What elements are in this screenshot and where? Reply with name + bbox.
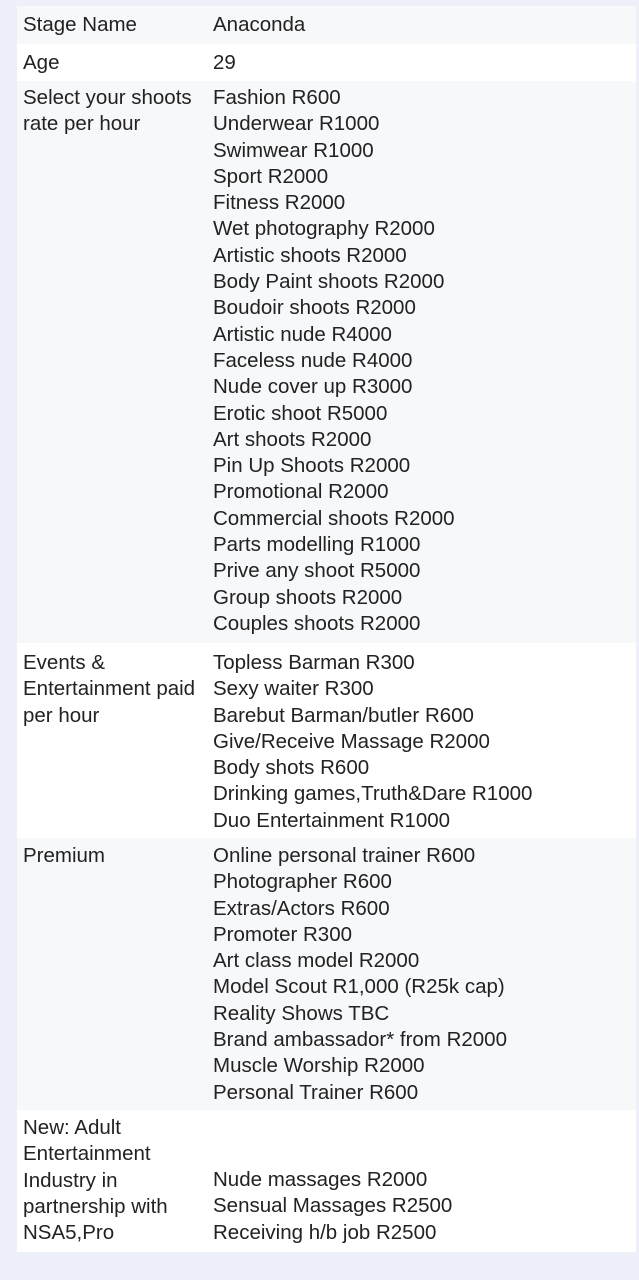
rate-item: Give/Receive Massage R2000 xyxy=(213,729,490,753)
rate-item: Swimwear R1000 xyxy=(213,138,374,162)
rate-item: Sport R2000 xyxy=(213,164,329,188)
rate-item: Sensual Massages R2500 xyxy=(213,1194,453,1218)
row-value xyxy=(207,843,636,1110)
rate-item: Prive any shoot R5000 xyxy=(213,559,421,583)
table-row-shoot-rates xyxy=(17,81,636,643)
row-value xyxy=(207,12,636,44)
rate-item: Barebut Barman/butler R600 xyxy=(213,703,474,727)
row-label: New: Adult Entertainment Industry in partnership with NSA5,Pro xyxy=(23,1116,168,1245)
row-value xyxy=(207,85,636,643)
profile-table xyxy=(17,6,636,1252)
rate-item: Art class model R2000 xyxy=(213,949,420,973)
rate-item: Promoter R300 xyxy=(213,922,353,946)
rate-item: Promotional R2000 xyxy=(213,480,389,504)
rate-item: Sexy waiter R300 xyxy=(213,677,374,701)
row-label: Age xyxy=(23,51,60,74)
rate-item: Art shoots R2000 xyxy=(213,427,372,451)
rate-item: Erotic shoot R5000 xyxy=(213,401,388,425)
row-label: Stage Name xyxy=(23,13,137,36)
table-row-age xyxy=(17,44,636,81)
value-line: Anaconda xyxy=(213,13,306,36)
rate-item: Boudoir shoots R2000 xyxy=(213,296,416,320)
rate-item: Topless Barman R300 xyxy=(213,651,415,674)
row-label: Premium xyxy=(23,844,106,867)
row-label: Select your shoots rate per hour xyxy=(23,86,192,136)
rate-item: Underwear R1000 xyxy=(213,112,380,136)
rate-item: Fitness R2000 xyxy=(213,191,346,215)
rate-item: Extras/Actors R600 xyxy=(213,896,390,920)
rate-item: Body Paint shoots R2000 xyxy=(213,270,445,294)
row-value xyxy=(207,50,636,81)
rate-item: Reality Shows TBC xyxy=(213,1001,390,1025)
rate-item: Nude massages R2000 xyxy=(213,1168,428,1191)
value-line: 29 xyxy=(213,51,236,74)
rate-item: Fashion R600 xyxy=(213,86,341,109)
row-value xyxy=(207,1115,636,1252)
rate-item: Duo Entertainment R1000 xyxy=(213,808,451,832)
rate-item: Photographer R600 xyxy=(213,870,392,894)
rate-item: Artistic shoots R2000 xyxy=(213,243,407,267)
rate-item: Online personal trainer R600 xyxy=(213,844,476,867)
rate-item: Model Scout R1,000 (R25k cap) xyxy=(213,975,505,999)
rate-item: Couples shoots R2000 xyxy=(213,611,421,635)
rate-item: Body shots R600 xyxy=(213,756,370,780)
table-row-events xyxy=(17,643,636,838)
rate-item: Nude cover up R3000 xyxy=(213,375,413,399)
rate-item: Commercial shoots R2000 xyxy=(213,506,455,530)
rate-item: Receiving h/b job R2500 xyxy=(213,1220,437,1244)
rate-item: Artistic nude R4000 xyxy=(213,322,392,346)
table-row-stage-name xyxy=(17,6,636,44)
table-row-adult-entertainment xyxy=(17,1110,636,1252)
rate-item: Group shoots R2000 xyxy=(213,585,403,609)
rate-item: Drinking games,Truth&Dare R1000 xyxy=(213,782,533,806)
rate-item: Faceless nude R4000 xyxy=(213,348,413,372)
rate-item: Brand ambassador* from R2000 xyxy=(213,1028,507,1052)
rate-item: Pin Up Shoots R2000 xyxy=(213,454,411,478)
rate-item: Personal Trainer R600 xyxy=(213,1080,419,1104)
row-label: Events & Entertainment paid per hour xyxy=(23,651,196,727)
row-value xyxy=(207,650,636,838)
rate-item: Parts modelling R1000 xyxy=(213,533,421,557)
rate-item: Wet photography R2000 xyxy=(213,217,435,241)
table-row-premium xyxy=(17,838,636,1110)
rate-item: Muscle Worship R2000 xyxy=(213,1054,425,1078)
